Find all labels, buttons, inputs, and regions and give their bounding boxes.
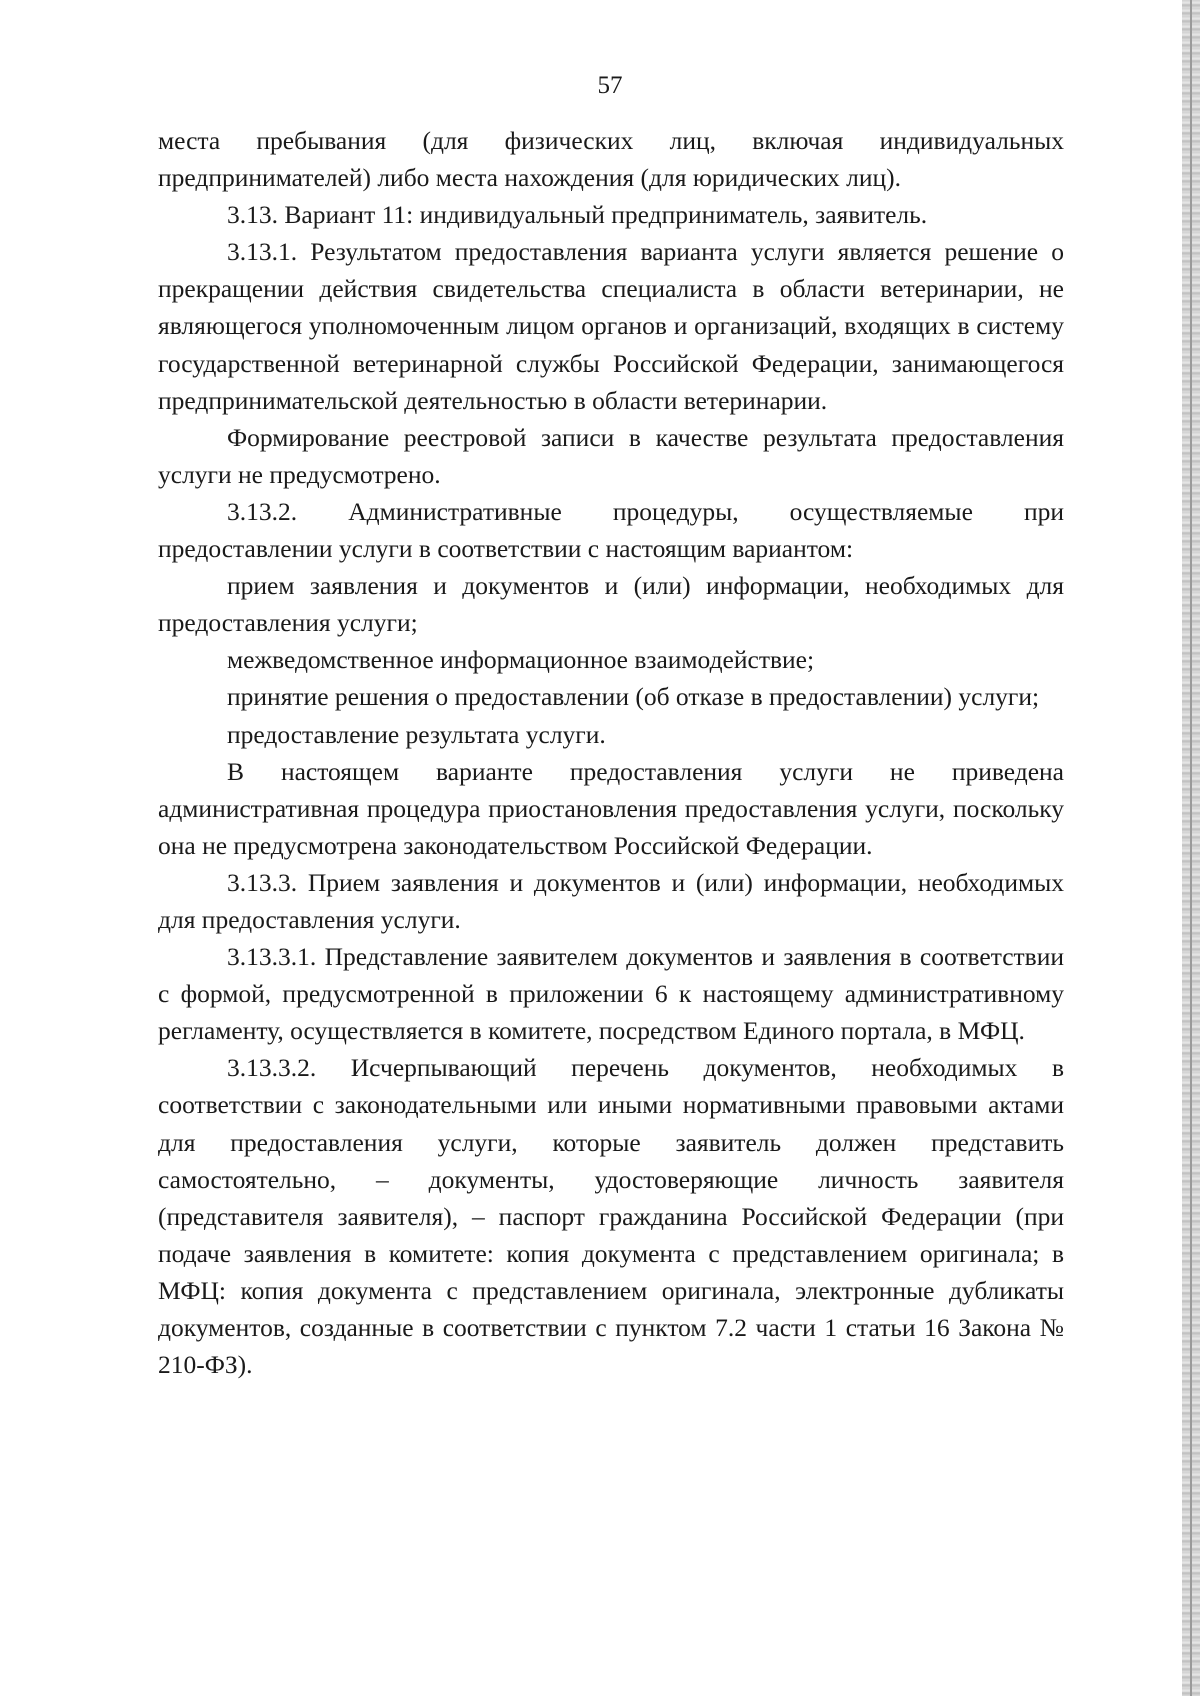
paragraph: Формирование реестровой записи в качестве результата предоставления услуги не предусмотрено. <box>158 422 1064 489</box>
paragraph: 3.13.3. Прием заявления и документов и (или) информации, необходимых для предоставления услуги. <box>158 867 1064 934</box>
paragraph: места пребывания (для физических лиц, включая индивидуальных предпринимателей) либо места нахождения (для юридических лиц). <box>158 126 1064 193</box>
paragraph: 3.13.3.1. Представление заявителем документов и заявления в соответствии с формой, предусмотренной в приложении 6 к настоящему административному регламенту, осуществляется в комитете, посредством Единого портала, в МФЦ. <box>158 942 1064 1046</box>
paragraph: принятие решения о предоставлении (об отказе в предоставлении) услуги; <box>227 682 1040 712</box>
paragraph: В настоящем варианте предоставления услуги не приведена административная процедура приостановления предоставления услуги, поскольку она не предусмотрена законодательством Российской Федерации. <box>158 756 1064 860</box>
paragraph: 3.13.3.2. Исчерпывающий перечень документов, необходимых в соответствии с законодательными или иными нормативными правовыми актами для предоставления услуги, которые заявитель должен представить самостоятельно, – документы, удостоверяющие личность заявителя (представителя заявителя), – паспорт гражданина Российской Федерации (при подаче заявления в комитете: копия документа с представлением оригинала; в МФЦ: копия документа с представлением оригинала, электронные дубликаты документов, созданные в соответствии с пунктом 7.2 части 1 статьи 16 Закона № 210-ФЗ). <box>158 1053 1064 1380</box>
document-body <box>158 122 1064 1383</box>
page-number: 57 <box>597 72 623 99</box>
paragraph: предоставление результата услуги. <box>227 719 606 749</box>
paragraph: 3.13. Вариант 11: индивидуальный предприниматель, заявитель. <box>227 200 928 230</box>
paragraph: прием заявления и документов и (или) информации, необходимых для предоставления услуги; <box>158 571 1064 638</box>
scan-edge-line <box>1190 0 1192 1696</box>
paragraph: 3.13.2. Административные процедуры, осуществляемые при предоставлении услуги в соответствии с настоящим вариантом: <box>158 496 1064 564</box>
paragraph: 3.13.1. Результатом предоставления варианта услуги является решение о прекращении действия свидетельства специалиста в области ветеринарии, не являющегося уполномоченным лицом органов и организаций, входящих в систему государственной ветеринарной службы Российской Федерации, занимающегося предпринимательской деятельностью в области ветеринарии. <box>158 237 1064 415</box>
paragraph: межведомственное информационное взаимодействие; <box>227 645 815 675</box>
